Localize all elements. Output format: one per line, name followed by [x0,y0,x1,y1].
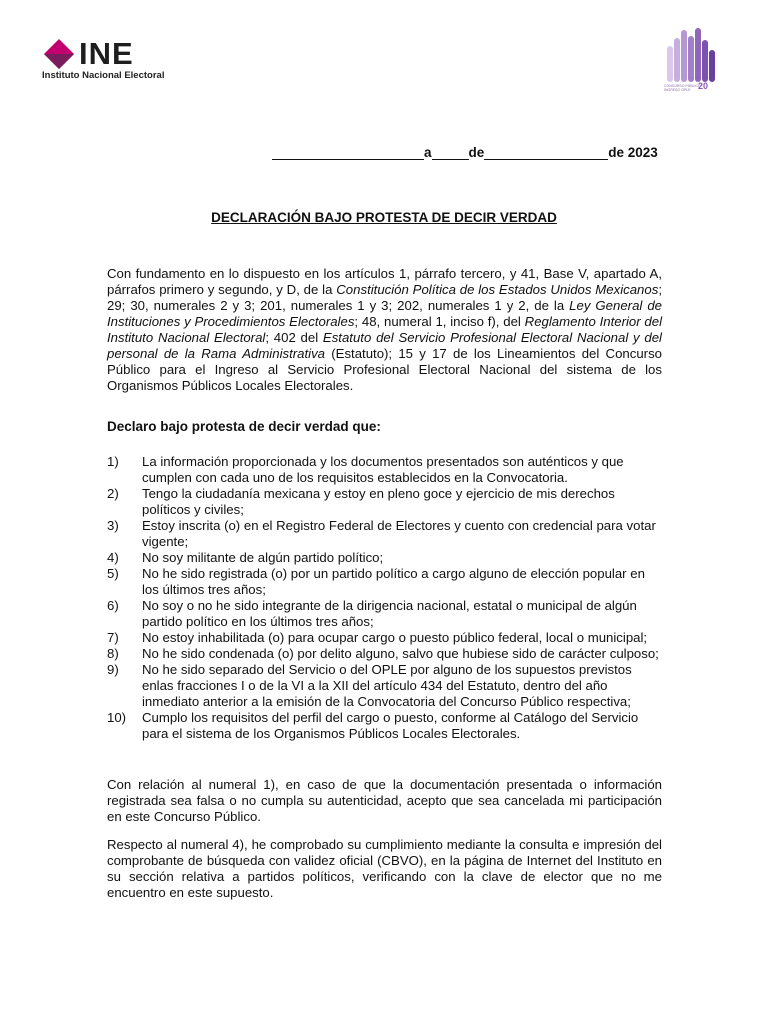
concurso-logo-caption: CONCURSO PÚBLICO INGRESO OPLE [664,84,701,92]
list-item [107,710,663,742]
concurso-bars-icon [664,26,716,82]
list-item-number: 5) [107,566,119,581]
p1-italic-3: Reglamento Interior del Instituto Nacional Electoral [107,314,663,345]
concurso-logo-number: 20 [698,81,709,91]
list-item [107,518,663,550]
place-blank[interactable] [272,145,424,160]
list-item-text: Tengo la ciudadanía mexicana y estoy en pleno goce y ejercicio de mis derechos políticos y civiles; [142,486,615,517]
list-item [107,662,663,710]
list-item-text: No he sido separado del Servicio o del OPLE por alguno de los supuestos previstos enlas fracciones I o de la VI a la XII del artículo 434 del Estatuto, dentro del año inmediato anterior a la emisión de la Convocatoria del Concurso Público respectiva; [142,662,632,709]
list-item-text: Cumplo los requisitos del perfil del cargo o puesto, conforme al Catálogo del Servicio para el sistema de los Organismos Públicos Locales Electorales. [142,710,639,741]
date-line [272,145,662,165]
list-item-text: No he sido registrada (o) por un partido político a cargo alguno de elección popular en los últimos tres años; [142,566,645,597]
list-item-number: 8) [107,646,119,661]
list-item-number: 1) [107,454,119,469]
list-item-number: 4) [107,550,119,565]
concurso-logo [664,26,716,98]
date-connector-a: a [424,145,432,160]
p1-text-5: (Estatuto); 15 y 17 de los Lineamientos del Concurso Público para el Ingreso al Servicio Profesional Electoral Nacional del sistema de los Organismos Públicos Locales Electorales. [107,346,662,393]
p1-italic-1: Constitución Política de los Estados Unidos Mexicanos [336,282,659,297]
ine-logo-word: INE [79,36,134,71]
list-item-number: 10) [107,710,127,725]
list-item-text: Estoy inscrita (o) en el Registro Federal de Electores y cuento con credencial para votar vigente; [142,518,656,549]
date-connector-de: de [468,145,485,160]
cbvo-text: Respecto al numeral 4), he comprobado su cumplimiento mediante la consulta e impresión del comprobante de búsqueda con validez oficial (CBVO), en la página de Internet del Instituto en su sección relativa a partidos políticos, verificando con la clave de elector que no me encuentro en este supuesto. [107,837,662,900]
ine-diamond-icon [41,37,77,71]
document-title: DECLARACIÓN BAJO PROTESTA DE DECIR VERDAD [211,210,557,225]
declaration-list [107,454,663,742]
list-item [107,486,663,518]
cbvo-paragraph [107,837,662,901]
list-item [107,550,663,566]
list-item-text: La información proporcionada y los documentos presentados son auténticos y que cumplen con cada uno de los requisitos establecidos en la Convocatoria. [142,454,624,485]
p1-italic-2: Ley General de Instituciones y Procedimientos Electorales [107,298,662,329]
list-item-text: No estoy inhabilitada (o) para ocupar cargo o puesto público federal, local o municipal; [142,630,648,645]
list-item-number: 2) [107,486,119,501]
list-item-text: No soy o no he sido integrante de la dirigencia nacional, estatal o municipal de algún partido político en los últimos tres años; [142,598,637,629]
legal-basis-paragraph [107,266,662,394]
list-item-number: 7) [107,630,119,645]
list-item [107,646,663,662]
date-year: de 2023 [608,145,658,160]
p1-text-4: ; 402 del [265,330,323,345]
list-item [107,630,663,646]
list-item-number: 3) [107,518,119,533]
ine-logo [41,36,165,85]
list-item [107,566,663,598]
day-blank[interactable] [432,145,469,160]
list-item-number: 6) [107,598,119,613]
p1-text-2: ; 29; 30, numerales 2 y 3; 201, numerales 1 y 3; 202, numerales 1 y 2, de la [107,282,662,313]
list-item [107,454,663,486]
month-blank[interactable] [484,145,608,160]
p1-text-3: ; 48, numeral 1, inciso f), del [354,314,525,329]
authenticity-text: Con relación al numeral 1), en caso de que la documentación presentada o información registrada sea falsa o no cumpla su autenticidad, acepto que sea cancelada mi participación en este Concurso Público. [107,777,662,824]
list-item-text: No soy militante de algún partido político; [142,550,384,565]
declaration-intro: Declaro bajo protesta de decir verdad que: [107,419,381,434]
authenticity-paragraph [107,777,662,825]
p1-italic-4: Estatuto del Servicio Profesional Electoral Nacional y del personal de la Rama Administrativa [107,330,662,361]
ine-logo-subtitle: Instituto Nacional Electoral [42,70,165,81]
list-item-number: 9) [107,662,119,677]
list-item [107,598,663,630]
p1-text-1: Con fundamento en lo dispuesto en los artículos 1, párrafo tercero, y 41, Base V, apartado A, párrafos primero y segundo, y D, de la [107,266,662,297]
list-item-text: No he sido condenada (o) por delito alguno, salvo que hubiese sido de carácter culposo; [142,646,659,661]
